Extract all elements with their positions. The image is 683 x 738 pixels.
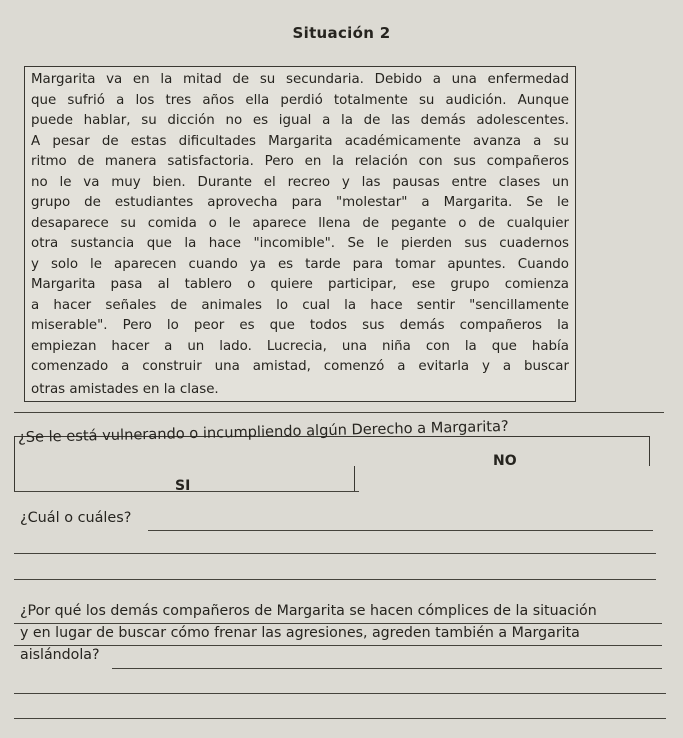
story-line: a hacer señales de animales lo cual la hace sentir "sencillamente bbox=[31, 297, 569, 313]
story-line: desaparece su comida o le aparece llena de pegante o de cualquier bbox=[31, 215, 569, 231]
story-line: otras amistades en la clase. bbox=[31, 381, 219, 397]
answer-row bbox=[14, 466, 650, 492]
answer-line[interactable] bbox=[14, 693, 666, 694]
answer-line[interactable] bbox=[14, 623, 662, 624]
story-line: miserable". Pero lo peor es que todos sus demás compañeros la bbox=[31, 318, 569, 333]
divider-line bbox=[14, 412, 664, 413]
story-line: puede hablar, su dicción no es igual a la de las demás adolescentes. bbox=[31, 113, 569, 128]
story-line: ritmo de manera satisfactoria. Pero en la relación con sus compañeros bbox=[31, 154, 569, 169]
story-line: y solo le aparecen cuando ya es tarde para tomar apuntes. Cuando bbox=[31, 256, 569, 272]
question-line: aislándola? bbox=[20, 647, 100, 663]
story-line: comenzado a construir una amistad, comenzó a evitarla y a buscar bbox=[31, 359, 569, 374]
answer-line[interactable] bbox=[112, 668, 662, 669]
option-yes-label: SI bbox=[175, 478, 191, 494]
page-title: Situación 2 bbox=[292, 24, 391, 42]
question-line: y en lugar de buscar cómo frenar las agresiones, agreden también a Margarita bbox=[20, 625, 580, 641]
story-line: otra sustancia que la hace "incomible". Se le pierden sus cuadernos bbox=[31, 236, 569, 251]
answer-line[interactable] bbox=[14, 718, 666, 719]
story-line: A pesar de estas dificultades Margarita académicamente avanza a su bbox=[31, 133, 569, 149]
question-why-complicit bbox=[20, 600, 660, 666]
question-which-rights: ¿Cuál o cuáles? bbox=[20, 510, 132, 526]
story-line: no le va muy bien. Durante el recreo y las pausas entre clases un bbox=[31, 174, 569, 190]
story-line: Margarita va en la mitad de su secundaria. Debido a una enfermedad bbox=[31, 72, 569, 87]
question-line: ¿Por qué los demás compañeros de Margarita se hacen cómplices de la situación bbox=[20, 603, 597, 619]
option-no-label: NO bbox=[493, 453, 517, 469]
answer-line[interactable] bbox=[148, 530, 653, 531]
answer-row-bottom bbox=[14, 491, 359, 492]
story-line: que sufrió a los tres años ella perdió totalmente su audición. Aunque bbox=[31, 92, 569, 108]
story-line: empiezan hacer a un lado. Lucrecia, una niña con la que había bbox=[31, 338, 569, 354]
question-rights: ¿Se le está vulnerando o incumpliendo algún Derecho a Margarita? bbox=[17, 417, 509, 446]
story-line: Margarita pasa al tablero o quiere participar, ese grupo comienza bbox=[31, 277, 569, 292]
answer-line[interactable] bbox=[14, 645, 662, 646]
answer-line[interactable] bbox=[14, 553, 656, 554]
answer-line[interactable] bbox=[14, 579, 656, 580]
story-line: grupo de estudiantes aprovecha para "molestar" a Margarita. Se le bbox=[31, 195, 569, 210]
story-box bbox=[24, 66, 576, 402]
